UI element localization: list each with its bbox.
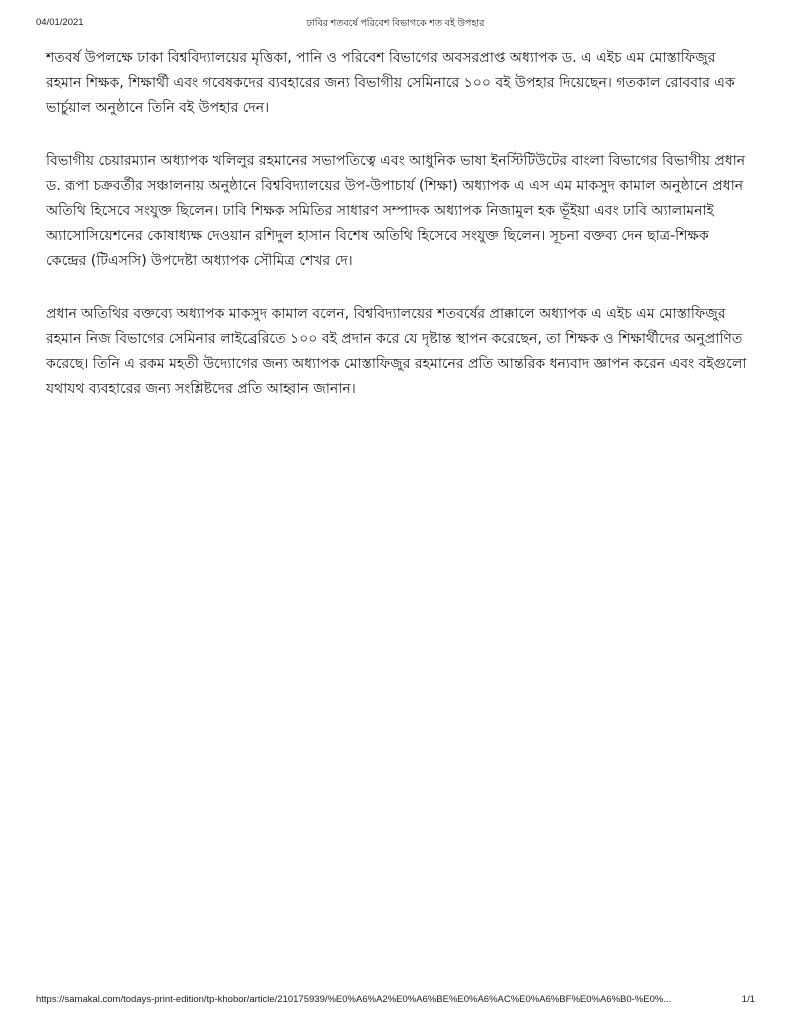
page-number: 1/1 bbox=[741, 994, 755, 1005]
print-date: 04/01/2021 bbox=[36, 17, 84, 28]
page-title: ঢাবির শতবর্ষে পরিবেশ বিভাগকে শত বই উপহার bbox=[306, 18, 485, 29]
article-paragraph-1: শতবর্ষ উপলক্ষে ঢাকা বিশ্ববিদ্যালয়ের মৃত্তিকা, পানি ও পরিবেশ বিভাগের অবসরপ্রাপ্ত অধ্যাপক ড. এ এইচ এম মোস্তাফিজুর রহমান শিক্ষক, শিক্ষার্থী এবং গবেষকদের ব্যবহারের জন্য বিভাগীয় সেমিনারে ১০০ বই উপহার দিয়েছেন। গতকাল রোববার এক ভার্চুয়াল অনুষ্ঠানে তিনি বই উপহার দেন। bbox=[46, 50, 735, 116]
article-paragraph-3: প্রধান অতিথির বক্তব্যে অধ্যাপক মাকসুদ কামাল বলেন, বিশ্ববিদ্যালয়ের শতবর্ষের প্রাক্কালে অধ্যাপক এ এইচ এম মোস্তাফিজুর রহমান নিজ বিভাগের সেমিনার লাইব্রেরিতে ১০০ বই প্রদান করে যে দৃষ্টান্ত স্থাপন করেছেন, তা শিক্ষক ও শিক্ষার্থীদের অনুপ্রাণিত করেছে। তিনি এ রকম মহতী উদ্যোগের জন্য অধ্যাপক মোস্তাফিজুর রহমানের প্রতি আন্তরিক ধন্যবাদ জ্ঞাপন করেন এবং বইগুলো যথাযথ ব্যবহারের জন্য সংশ্লিষ্টদের প্রতি আহ্বান জানান। bbox=[46, 306, 747, 397]
article-paragraph-2: বিভাগীয় চেয়ারম্যান অধ্যাপক খলিলুর রহমানের সভাপতিত্বে এবং আধুনিক ভাষা ইনস্টিটিউটের বাংলা বিভাগের বিভাগীয় প্রধান ড. রূপা চক্রবর্তীর সঞ্চালনায় অনুষ্ঠানে বিশ্ববিদ্যালয়ের উপ-উপাচার্য (শিক্ষা) অধ্যাপক এ এস এম মাকসুদ কামাল অনুষ্ঠানে প্রধান অতিথি হিসেবে সংযুক্ত ছিলেন। ঢাবি শিক্ষক সমিতির সাধারণ সম্পাদক অধ্যাপক নিজামুল হক ভূঁইয়া এবং ঢাবি অ্যালামনাই অ্যাসোসিয়েশনের কোষাধ্যক্ষ দেওয়ান রশিদুল হাসান বিশেষ অতিথি হিসেবে সংযুক্ত ছিলেন। সূচনা বক্তব্য দেন ছাত্র-শিক্ষক কেন্দ্রের (টিএসসি) উপদেষ্টা অধ্যাপক সৌমিত্র শেখর দে। bbox=[46, 153, 746, 269]
page-footer bbox=[36, 994, 755, 1010]
page-header bbox=[36, 17, 755, 33]
article-body bbox=[46, 46, 748, 430]
source-url[interactable]: https://samakal.com/todays-print-edition/tp-khobor/article/210175939/%E0%A6%A2%E0%A6%BE%E0%A6%AC%E0%A6%BF%E0%A6%B0-%E0%... bbox=[36, 994, 672, 1005]
